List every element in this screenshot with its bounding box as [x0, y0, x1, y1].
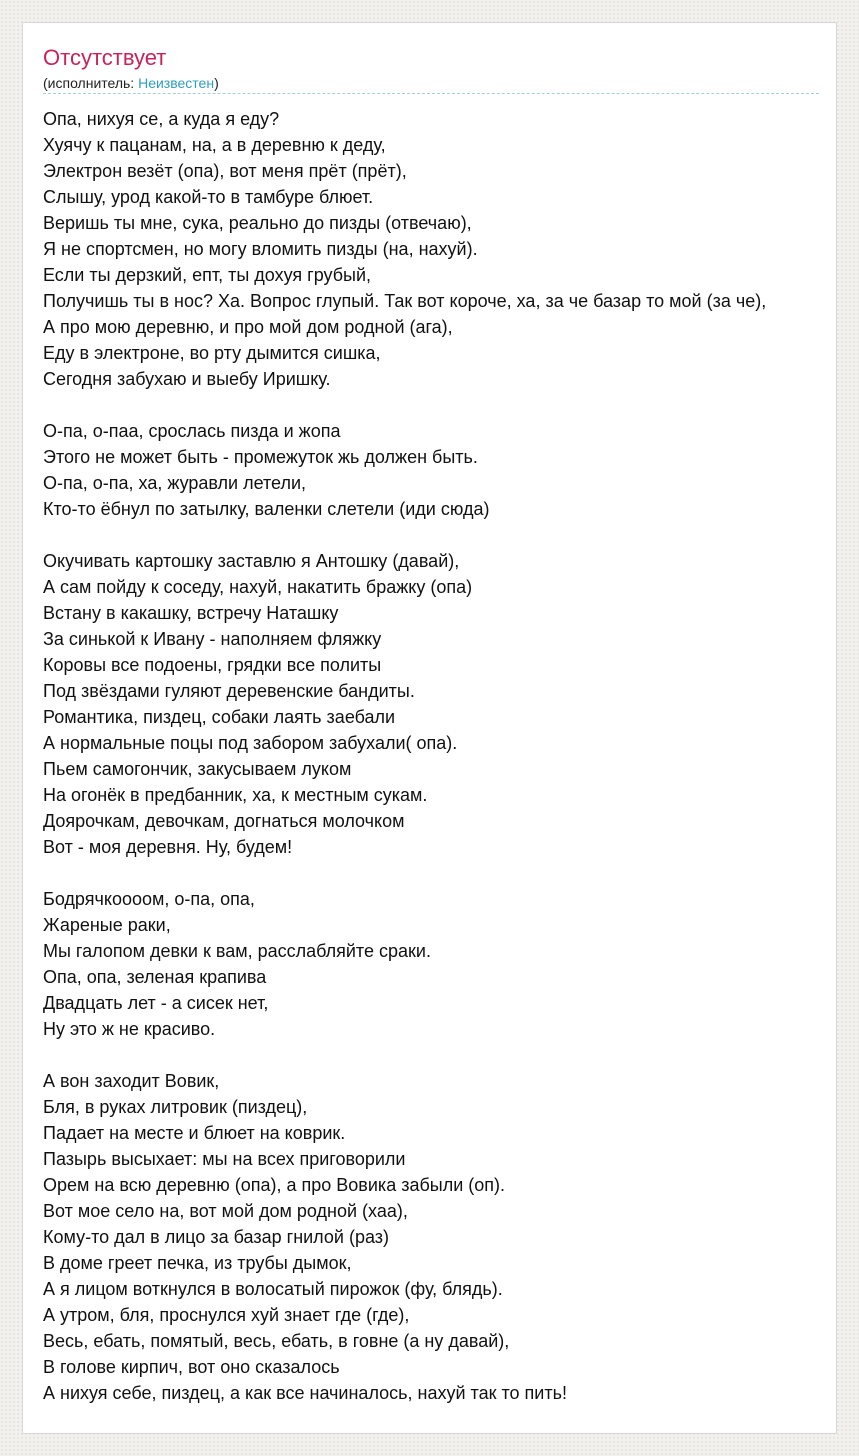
lyrics-stanza	[43, 1068, 859, 1406]
lyric-line: Падает на месте и блюет на коврик.	[43, 1123, 346, 1143]
artist-line	[43, 74, 219, 92]
lyric-line: На огонёк в предбанник, ха, к местным сукам.	[43, 785, 428, 805]
lyric-line: Ну это ж не красиво.	[43, 1019, 216, 1039]
lyric-line: Если ты дерзкий, епт, ты дохуя грубый,	[43, 265, 372, 285]
lyric-line: Кто-то ёбнул по затылку, валенки слетели (иди сюда)	[43, 499, 490, 519]
lyrics-stanza	[43, 106, 859, 392]
lyric-line: Кому-то дал в лицо за базар гнилой (раз)	[43, 1227, 390, 1247]
lyric-line: Под звёздами гуляют деревенские бандиты.	[43, 681, 415, 701]
lyric-line: Этого не может быть - промежуток жь должен быть.	[43, 447, 478, 467]
lyric-line: Веришь ты мне, сука, реально до пизды (отвечаю),	[43, 213, 472, 233]
lyric-line: А нихуя себе, пиздец, а как все начиналось, нахуй так то пить!	[43, 1383, 567, 1403]
lyrics-stanza	[43, 886, 859, 1042]
lyric-line: Весь, ебать, помятый, весь, ебать, в говне (а ну давай),	[43, 1331, 510, 1351]
lyric-line: Хуячу к пацанам, на, а в деревню к деду,	[43, 135, 386, 155]
lyric-line: Опа, опа, зеленая крапива	[43, 967, 267, 987]
lyric-line: А вон заходит Вовик,	[43, 1071, 220, 1091]
lyrics-card	[22, 22, 837, 1434]
lyric-line: Бля, в руках литровик (пиздец),	[43, 1097, 308, 1117]
lyric-line: Романтика, пиздец, собаки лаять заебали	[43, 707, 396, 727]
lyric-line: А я лицом воткнулся в волосатый пирожок (фу, блядь).	[43, 1279, 503, 1299]
lyric-line: О-па, о-паа, срослась пизда и жопа	[43, 421, 341, 441]
lyrics-stanza	[43, 418, 859, 522]
header-divider	[43, 93, 819, 94]
lyric-line: Опа, нихуя се, а куда я еду?	[43, 109, 280, 129]
lyric-line: Жареные раки,	[43, 915, 171, 935]
lyric-line: Встану в какашку, встречу Наташку	[43, 603, 339, 623]
lyric-line: А сам пойду к соседу, нахуй, накатить бражку (опа)	[43, 577, 473, 597]
lyric-line: Доярочкам, девочкам, догнаться молочком	[43, 811, 405, 831]
lyric-line: За синькой к Ивану - наполняем фляжку	[43, 629, 382, 649]
lyric-line: А нормальные поцы под забором забухали( опа).	[43, 733, 458, 753]
artist-suffix: )	[214, 75, 219, 91]
lyric-line: Вот - моя деревня. Ну, будем!	[43, 837, 293, 857]
lyric-line: В доме греет печка, из трубы дымок,	[43, 1253, 352, 1273]
lyric-line: Пазырь высыхает: мы на всех приговорили	[43, 1149, 406, 1169]
lyric-line: Я не спортсмен, но могу вломить пизды (на, нахуй).	[43, 239, 478, 259]
lyric-line: В голове кирпич, вот оно сказалось	[43, 1357, 340, 1377]
lyric-line: Еду в электроне, во рту дымится сишка,	[43, 343, 381, 363]
lyric-line: Пьем самогончик, закусываем луком	[43, 759, 352, 779]
lyric-line: Сегодня забухаю и выебу Иришку.	[43, 369, 331, 389]
artist-prefix: (исполнитель:	[43, 75, 139, 91]
lyric-line: А про мою деревню, и про мой дом родной (ага),	[43, 317, 453, 337]
lyric-line: Коровы все подоены, грядки все политы	[43, 655, 382, 675]
lyric-line: Двадцать лет - а сисек нет,	[43, 993, 269, 1013]
lyric-line: Окучивать картошку заставлю я Антошку (давай),	[43, 551, 460, 571]
lyric-line: Слышу, урод какой-то в тамбуре блюет.	[43, 187, 374, 207]
lyric-line: Электрон везёт (опа), вот меня прёт (прёт),	[43, 161, 407, 181]
artist-link[interactable]: Неизвестен	[138, 75, 215, 91]
lyric-line: Бодрячкоооом, о-па, опа,	[43, 889, 255, 909]
song-title: Отсутствует	[43, 45, 167, 70]
lyric-line: А утром, бля, проснулся хуй знает где (где),	[43, 1305, 410, 1325]
lyrics-stanza	[43, 548, 859, 860]
lyric-line: Мы галопом девки к вам, расслабляйте сраки.	[43, 941, 431, 961]
lyrics-body	[43, 106, 859, 1432]
lyric-line: Получишь ты в нос? Ха. Вопрос глупый. Так вот короче, ха, за че базар то мой (за че),	[43, 291, 767, 311]
lyric-line: Орем на всю деревню (опа), а про Вовика забыли (оп).	[43, 1175, 506, 1195]
lyric-line: О-па, о-па, ха, журавли летели,	[43, 473, 307, 493]
lyric-line: Вот мое село на, вот мой дом родной (хаа),	[43, 1201, 408, 1221]
